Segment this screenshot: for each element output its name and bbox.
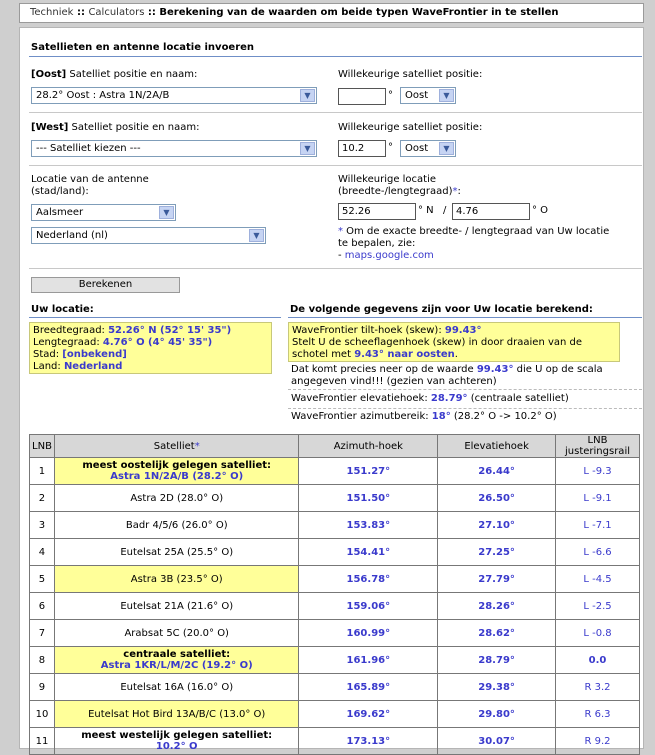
breadcrumb-calculators-link[interactable]: Calculators — [88, 7, 145, 18]
azimuth-cell: 151.50° — [299, 485, 438, 512]
east-label: [Oost] Satelliet positie en naam: — [31, 69, 198, 80]
table-row — [30, 539, 640, 566]
elevation-cell: 28.26° — [438, 593, 556, 620]
rail-cell: R 6.3 — [556, 701, 640, 728]
satellite-cell: Astra 3B (23.5° O) — [54, 566, 298, 593]
city-select[interactable]: Aalsmeer ▼ — [31, 204, 176, 221]
column-header-lnb: LNB — [30, 435, 55, 458]
latitude-unit: ° N — [418, 205, 434, 216]
breadcrumb-sep: :: — [144, 7, 160, 18]
west-random-position-input[interactable]: 10.2 — [338, 140, 386, 157]
rail-cell: L -9.3 — [556, 458, 640, 485]
chevron-down-icon: ▼ — [300, 142, 315, 155]
your-location-box: Breedtegraad: 52.26° N (52° 15' 35") Lengtegraad: 4.76° O (4° 45' 35") Stad: [onbekend] Land: Nederland — [29, 322, 272, 374]
tilt-result-box: WaveFrontier tilt-hoek (skew): 99.43° Stelt U de scheeflagenhoek (skew) in door draaien van de schotel met 9.43° naar oosten. — [288, 322, 620, 362]
satellite-cell: Eutelsat 25A (25.5° O) — [54, 539, 298, 566]
satellite-cell: centraale satelliet: Astra 1KR/L/M/2C (19.2° O) — [54, 647, 298, 674]
lnb-cell: 1 — [30, 458, 55, 485]
column-header-satellite: Satelliet* — [54, 435, 298, 458]
elevation-cell: 29.38° — [438, 674, 556, 701]
table-row — [30, 485, 640, 512]
lnb-cell: 5 — [30, 566, 55, 593]
table-row — [30, 728, 640, 755]
chevron-down-icon: ▼ — [249, 229, 264, 242]
azimuth-cell: 161.96° — [299, 647, 438, 674]
column-header-lnb-rail: LNB justeringsrail — [556, 435, 640, 458]
breadcrumb — [19, 3, 644, 23]
elevation-cell: 26.44° — [438, 458, 556, 485]
rail-cell: L -6.6 — [556, 539, 640, 566]
elevation-cell: 28.62° — [438, 620, 556, 647]
lnb-cell: 11 — [30, 728, 55, 755]
rail-cell: L -9.1 — [556, 485, 640, 512]
rail-cell: L -4.5 — [556, 566, 640, 593]
table-row — [30, 701, 640, 728]
rail-cell: 0.0 — [556, 647, 640, 674]
lnb-cell: 7 — [30, 620, 55, 647]
elevation-result: WaveFrontier elevatiehoek: 28.79° (centraale satelliet) — [291, 393, 569, 404]
east-random-position-input[interactable] — [338, 88, 386, 105]
calculator-panel — [19, 27, 644, 752]
country-select[interactable]: Nederland (nl) ▼ — [31, 227, 266, 244]
latitude-input[interactable]: 52.26 — [338, 203, 416, 220]
chevron-down-icon: ▼ — [439, 89, 454, 102]
satellite-table — [29, 434, 640, 755]
skew-info-text: Dat komt precies neer op de waarde 99.43° die U op de scala angegeven vind!!! (gezien van achteren) — [291, 364, 603, 387]
elevation-cell: 29.80° — [438, 701, 556, 728]
west-direction-select[interactable]: Oost ▼ — [400, 140, 456, 157]
azimuth-cell: 156.78° — [299, 566, 438, 593]
longitude-input[interactable]: 4.76 — [452, 203, 530, 220]
calculate-button[interactable]: Berekenen — [31, 277, 180, 293]
satellite-cell: Eutelsat 21A (21.6° O) — [54, 593, 298, 620]
table-row — [30, 593, 640, 620]
satellite-cell: Astra 2D (28.0° O) — [54, 485, 298, 512]
azimuth-range-result: WaveFrontier azimutbereik: 18° (28.2° O -> 10.2° O) — [291, 411, 557, 422]
rail-cell: R 3.2 — [556, 674, 640, 701]
azimuth-cell: 165.89° — [299, 674, 438, 701]
your-location-title: Uw locatie: — [31, 304, 94, 315]
maps-google-link[interactable]: maps.google.com — [344, 250, 434, 261]
results-title: De volgende gegevens zijn voor Uw locatie berekend: — [290, 304, 593, 315]
section-input-title: Satellieten en antenne locatie invoeren — [31, 42, 255, 53]
page-title: Berekening van de waarden om beide typen WaveFrontier in te stellen — [159, 7, 559, 18]
coordinates-note: * Om de exacte breedte- / lengtegraad van Uw locatie te bepalen, zie: - maps.google.com — [338, 226, 610, 261]
satellite-cell: Arabsat 5C (20.0° O) — [54, 620, 298, 647]
chevron-down-icon: ▼ — [300, 89, 315, 102]
west-random-label: Willekeurige satelliet positie: — [338, 122, 483, 133]
column-header-azimuth: Azimuth-hoek — [299, 435, 438, 458]
azimuth-cell: 169.62° — [299, 701, 438, 728]
coordinate-separator: / — [443, 205, 447, 216]
azimuth-cell: 173.13° — [299, 728, 438, 755]
elevation-cell: 28.79° — [438, 647, 556, 674]
table-row — [30, 566, 640, 593]
azimuth-cell: 154.41° — [299, 539, 438, 566]
satellite-cell: meest oostelijk gelegen satelliet: Astra 1N/2A/B (28.2° O) — [54, 458, 298, 485]
satellite-cell: Badr 4/5/6 (26.0° O) — [54, 512, 298, 539]
lnb-cell: 10 — [30, 701, 55, 728]
azimuth-cell: 160.99° — [299, 620, 438, 647]
chevron-down-icon: ▼ — [439, 142, 454, 155]
azimuth-cell: 153.83° — [299, 512, 438, 539]
lnb-cell: 4 — [30, 539, 55, 566]
chevron-down-icon: ▼ — [159, 206, 174, 219]
table-row — [30, 647, 640, 674]
table-row — [30, 674, 640, 701]
degree-unit: ° — [388, 142, 393, 153]
breadcrumb-techniek-link[interactable]: Techniek — [30, 7, 74, 18]
azimuth-cell: 151.27° — [299, 458, 438, 485]
rail-cell: L -7.1 — [556, 512, 640, 539]
rail-cell: R 9.2 — [556, 728, 640, 755]
elevation-cell: 30.07° — [438, 728, 556, 755]
elevation-cell: 26.50° — [438, 485, 556, 512]
west-label: [West] Satelliet positie en naam: — [31, 122, 200, 133]
rail-cell: L -0.8 — [556, 620, 640, 647]
satellite-cell: Eutelsat Hot Bird 13A/B/C (13.0° O) — [54, 701, 298, 728]
column-header-elevation: Elevatiehoek — [438, 435, 556, 458]
east-direction-select[interactable]: Oost ▼ — [400, 87, 456, 104]
antenna-location-label: Locatie van de antenne (stad/land): — [31, 174, 149, 197]
elevation-cell: 27.79° — [438, 566, 556, 593]
elevation-cell: 27.25° — [438, 539, 556, 566]
lnb-cell: 2 — [30, 485, 55, 512]
lnb-cell: 6 — [30, 593, 55, 620]
satellite-cell: meest westelijk gelegen satelliet: 10.2° O — [54, 728, 298, 755]
lnb-cell: 3 — [30, 512, 55, 539]
longitude-unit: ° O — [532, 205, 549, 216]
west-satellite-select[interactable]: --- Satelliet kiezen --- ▼ — [31, 140, 317, 157]
lnb-cell: 9 — [30, 674, 55, 701]
azimuth-cell: 159.06° — [299, 593, 438, 620]
table-row — [30, 512, 640, 539]
degree-unit: ° — [388, 90, 393, 101]
east-random-label: Willekeurige satelliet positie: — [338, 69, 483, 80]
random-location-label: Willekeurige locatie (breedte-/lengtegraad)*: — [338, 174, 461, 197]
table-row — [30, 620, 640, 647]
elevation-cell: 27.10° — [438, 512, 556, 539]
east-satellite-select[interactable]: 28.2° Oost : Astra 1N/2A/B ▼ — [31, 87, 317, 104]
rail-cell: L -2.5 — [556, 593, 640, 620]
breadcrumb-sep: :: — [73, 7, 89, 18]
satellite-cell: Eutelsat 16A (16.0° O) — [54, 674, 298, 701]
table-row — [30, 458, 640, 485]
lnb-cell: 8 — [30, 647, 55, 674]
